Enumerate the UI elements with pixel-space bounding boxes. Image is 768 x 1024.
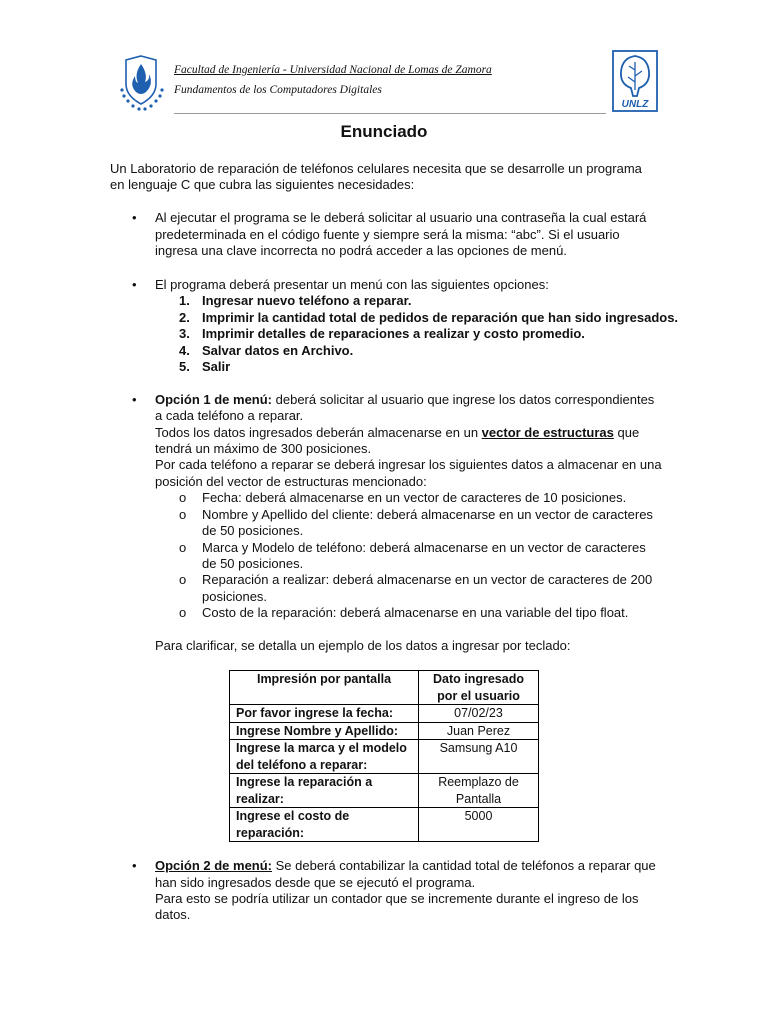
- table-row: [230, 774, 539, 808]
- page-title: Enunciado: [340, 122, 428, 141]
- field-line: Fecha: deberá almacenarse en un vector de caracteres de 10 posiciones.: [202, 490, 627, 505]
- bullet-icon: •: [132, 392, 137, 407]
- field-line: Reparación a realizar: deberá almacenarse en un vector de caracteres de 200: [202, 572, 653, 587]
- circle-bullet-icon: o: [179, 605, 187, 620]
- option1-line-1: Opción 1 de menú: deberá solicitar al usuario que ingrese los datos correspondientes: [155, 392, 655, 407]
- menu-option-label: Imprimir la cantidad total de pedidos de reparación que han sido ingresados.: [202, 310, 679, 325]
- menu-option-label: Ingresar nuevo teléfono a reparar.: [202, 293, 412, 308]
- menu-option-label: Salvar datos en Archivo.: [202, 343, 354, 358]
- header-institution: Facultad de Ingeniería - Universidad Nacional de Lomas de Zamora: [174, 64, 492, 76]
- menu-intro: El programa deberá presentar un menú con las siguientes opciones:: [155, 277, 549, 292]
- field-line: Nombre y Apellido del cliente: deberá almacenarse en un vector de caracteres: [202, 507, 653, 522]
- menu-option-number: 5.: [179, 359, 190, 374]
- option2-line-2: han sido ingresados desde que se ejecutó el programa.: [155, 875, 476, 890]
- option2-heading: Opción 2 de menú:: [155, 858, 273, 873]
- option1-line-3: Todos los datos ingresados deberán almacenarse en un vector de estructuras que: [155, 425, 640, 440]
- table-row: [230, 808, 539, 842]
- table-cell-value: 5000: [419, 808, 539, 842]
- table-cell-prompt: Ingrese el costo de reparación:: [230, 808, 419, 842]
- bullet-icon: •: [132, 210, 137, 225]
- field-line: posiciones.: [202, 589, 268, 604]
- table-cell-value: Samsung A10: [419, 740, 539, 774]
- option2-line-3: Para esto se podría utilizar un contador que se incremente durante el ingreso de los: [155, 891, 639, 906]
- option1-line-2: a cada teléfono a reparar.: [155, 408, 304, 423]
- field-line: de 50 posiciones.: [202, 556, 304, 571]
- table-cell-value: 07/02/23: [419, 705, 539, 723]
- table-cell-value: Reemplazo de Pantalla: [419, 774, 539, 808]
- table-cell-prompt: Ingrese la reparación a realizar:: [230, 774, 419, 808]
- intro-line-2: en lenguaje C que cubra las siguientes necesidades:: [110, 177, 415, 192]
- password-line-1: Al ejecutar el programa se le deberá solicitar al usuario una contraseña la cual estará: [155, 210, 647, 225]
- flame-crest-icon: [116, 50, 166, 114]
- menu-option-number: 1.: [179, 293, 190, 308]
- table-cell-value: Juan Perez: [419, 722, 539, 740]
- circle-bullet-icon: o: [179, 540, 187, 555]
- example-intro: Para clarificar, se detalla un ejemplo de los datos a ingresar por teclado:: [155, 638, 571, 653]
- menu-option-label: Salir: [202, 359, 231, 374]
- table-cell-prompt: Ingrese la marca y el modelo del teléfono a reparar:: [230, 740, 419, 774]
- table-row: [230, 705, 539, 723]
- header-course: Fundamentos de los Computadores Digitales: [174, 84, 382, 96]
- circle-bullet-icon: o: [179, 490, 187, 505]
- bullet-icon: •: [132, 277, 137, 292]
- field-line: de 50 posiciones.: [202, 523, 304, 538]
- menu-option-number: 3.: [179, 326, 190, 341]
- table-cell-prompt: Ingrese Nombre y Apellido:: [230, 722, 419, 740]
- option1-line-5: Por cada teléfono a reparar se deberá ingresar los siguientes datos a almacenar en una: [155, 457, 662, 472]
- table-cell-prompt: Por favor ingrese la fecha:: [230, 705, 419, 723]
- circle-bullet-icon: o: [179, 507, 187, 522]
- menu-option-label: Imprimir detalles de reparaciones a realizar y costo promedio.: [202, 326, 585, 341]
- table-row: [230, 740, 539, 774]
- option1-line-4: tendrá un máximo de 300 posiciones.: [155, 441, 372, 456]
- circle-bullet-icon: o: [179, 572, 187, 587]
- option1-line-6: posición del vector de estructuras mencionado:: [155, 474, 427, 489]
- header-divider: [174, 113, 606, 114]
- option2-line-1: Opción 2 de menú: Se deberá contabilizar la cantidad total de teléfonos a reparar que: [155, 858, 656, 873]
- table-header-row: [230, 671, 539, 705]
- logo-right-text: UNLZ: [621, 99, 649, 110]
- example-table: [229, 670, 539, 842]
- table-header: Impresión por pantalla: [230, 671, 419, 705]
- menu-option-number: 2.: [179, 310, 190, 325]
- bullet-icon: •: [132, 858, 137, 873]
- table-row: [230, 722, 539, 740]
- unlz-tree-logo-icon: [612, 50, 658, 112]
- emphasis-vector-estructuras: vector de estructuras: [481, 425, 614, 440]
- table-header: Dato ingresado por el usuario: [419, 671, 539, 705]
- option2-line-4: datos.: [155, 907, 191, 922]
- password-line-2: predeterminada en el código fuente y siempre será la misma: “abc”. Si el usuario: [155, 227, 620, 242]
- field-line: Marca y Modelo de teléfono: deberá almacenarse en un vector de caracteres: [202, 540, 646, 555]
- intro-line-1: Un Laboratorio de reparación de teléfonos celulares necesita que se desarrolle un programa: [110, 161, 642, 176]
- option1-heading: Opción 1 de menú:: [155, 392, 273, 407]
- field-line: Costo de la reparación: deberá almacenarse en una variable del tipo float.: [202, 605, 629, 620]
- menu-option-number: 4.: [179, 343, 190, 358]
- password-line-3: ingresa una clave incorrecta no podrá acceder a las opciones de menú.: [155, 243, 567, 258]
